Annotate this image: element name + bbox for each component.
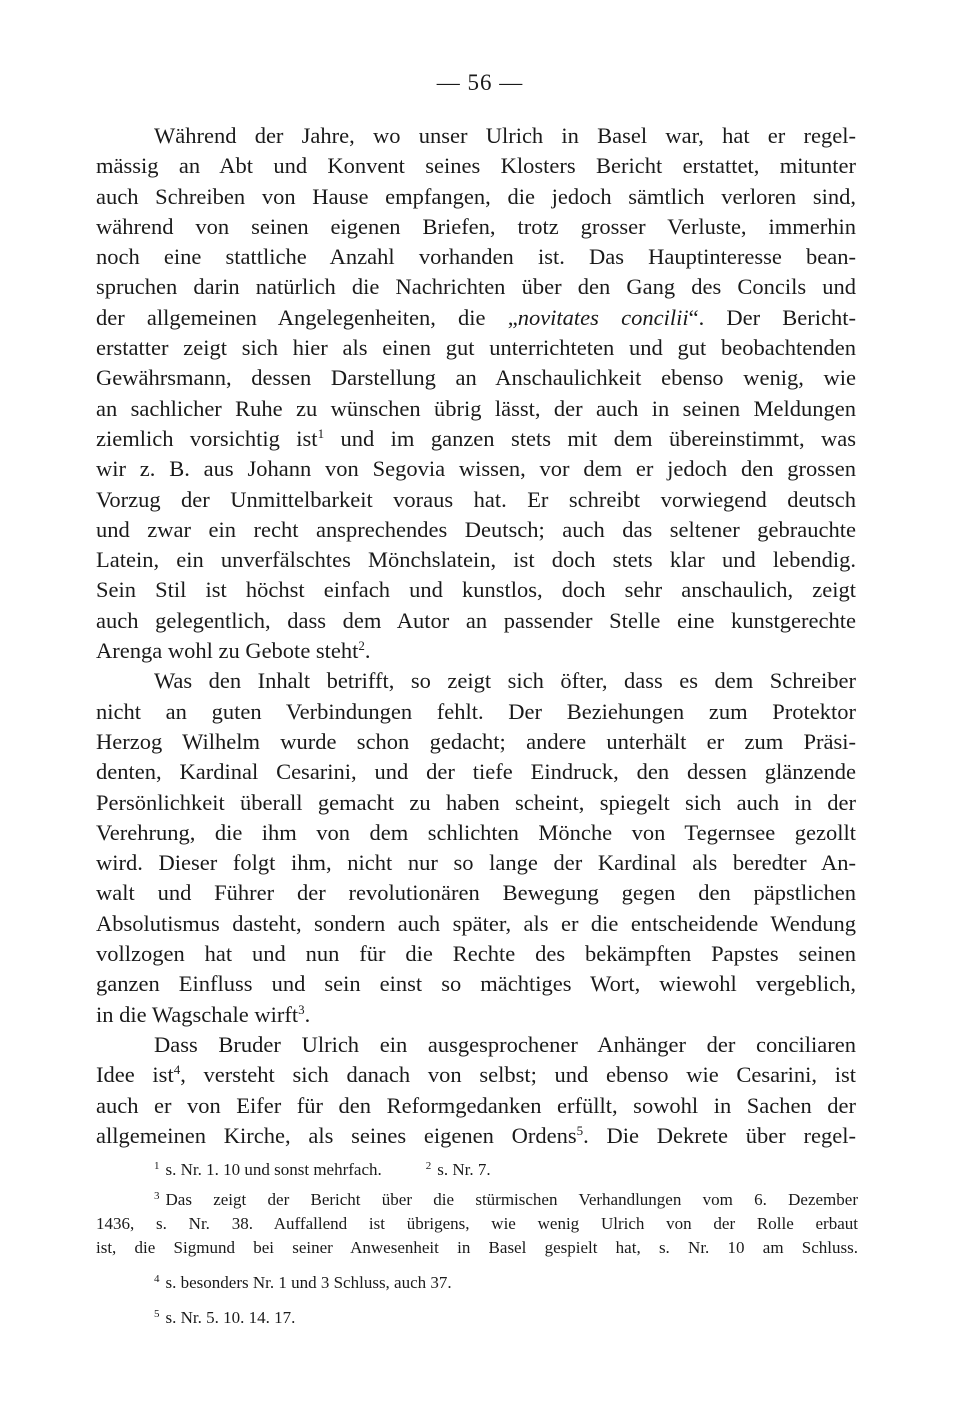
text-line: auch gelegentlich, dass dem Autor an passender Stelle eine kunstgerechte — [96, 607, 856, 633]
text-line: auch Schreiben von Hause empfangen, die jedoch sämtlich verloren sind, — [96, 183, 856, 209]
text-line: Vorzug der Unmittelbarkeit voraus hat. Er schreibt vorwiegend deutsch — [96, 486, 856, 512]
text-line — [96, 636, 856, 666]
footnote-ref[interactable]: 5 — [576, 1122, 584, 1138]
text-line: Latein, ein unverfälschtes Mönchslatein, ist doch stets klar und lebendig. — [96, 547, 856, 573]
text-line: an sachlicher Ruhe zu wünschen übrig lässt, der auch in seinen Meldungen — [96, 395, 856, 421]
text-segment: . — [364, 638, 371, 664]
text-line: Absolutismus dasteht, sondern auch später, als er die entscheidende Wendung — [96, 910, 856, 936]
text-line: Herzog Wilhelm wurde schon gedacht; andere unterhält er zum Präsi- — [96, 728, 856, 754]
text-line: ganzen Einfluss und sein einst so mächtiges Wort, wiewohl vergeblich, — [96, 971, 856, 997]
footnote-mark: 2 — [425, 1160, 432, 1172]
footnote-ref[interactable]: 1 — [317, 425, 325, 441]
text-segment: . — [304, 1001, 311, 1027]
latin-phrase: novitates concilii — [517, 304, 689, 330]
text-segment: ziemlich vorsichtig ist — [96, 425, 318, 451]
text-segment: , versteht sich danach von selbst; und ebenso wie Cesarini, ist — [180, 1062, 856, 1088]
text-line: Sein Stil ist höchst einfach und kunstlos, doch sehr anschaulich, zeigt — [96, 577, 856, 603]
text-line: wir z. B. aus Johann von Segovia wissen, vor dem er jedoch den grossen — [96, 456, 856, 482]
text-line: nicht an guten Verbindungen fehlt. Der Beziehungen zum Protektor — [96, 698, 856, 724]
footnote-mark: 1 — [154, 1160, 160, 1172]
text-segment: Arenga wohl zu Gebote steht — [96, 638, 359, 664]
footnote-ref[interactable]: 3 — [298, 1001, 305, 1017]
text-line: spruchen darin natürlich die Nachrichten über den Gang des Concils und — [96, 274, 856, 300]
text-line — [96, 424, 856, 454]
footnote-text: s. besonders Nr. 1 und 3 Schluss, auch 37. — [165, 1273, 452, 1292]
text-segment: und im ganzen stets mit dem übereinstimmt, was — [324, 425, 856, 451]
text-line: vollzogen hat und nun für die Rechte des bekämpften Papstes seinen — [96, 941, 856, 967]
footnote-line — [96, 1306, 858, 1330]
footnote-text: s. Nr. 1. 10 und sonst mehrfach. — [165, 1160, 382, 1179]
text-line: erstatter zeigt sich hier als einen gut unterrichteten und gut beobachtenden — [96, 335, 856, 361]
footnote-text: s. Nr. 7. — [437, 1160, 491, 1179]
paragraph-3 — [96, 1030, 856, 1151]
footnote-mark: 3 — [154, 1190, 160, 1202]
footnote-ref[interactable]: 2 — [358, 638, 365, 654]
footnote-mark: 4 — [154, 1273, 160, 1285]
text-line: auch er von Eifer für den Reformgedanken erfüllt, sowohl in Sachen der — [96, 1092, 856, 1118]
paragraph-2 — [96, 666, 856, 1030]
footnote-line: 1436, s. Nr. 38. Auffallend ist übrigens, wie wenig Ulrich von der Rolle erbaut — [96, 1214, 858, 1233]
text-segment: allgemeinen Kirche, als seines eigenen Ordens — [96, 1122, 577, 1148]
footnote-ref[interactable]: 4 — [173, 1062, 181, 1078]
text-line: und zwar ein recht ansprechendes Deutsch; auch das seltener gebrauchte — [96, 516, 856, 542]
footnote-line: ist, die Sigmund bei seiner Anwesenheit in Basel gespielt hat, s. Nr. 10 am Schluss. — [96, 1238, 858, 1257]
text-line: denten, Kardinal Cesarini, und der tiefe Eindruck, den dessen glänzende — [96, 759, 856, 785]
footnotes — [96, 1158, 858, 1330]
footnote-text: s. Nr. 5. 10. 14. 17. — [165, 1308, 296, 1327]
text-line: Persönlichkeit überall gemacht zu haben scheint, spiegelt sich auch in der — [96, 789, 856, 815]
paragraph-1 — [96, 121, 856, 666]
text-line: noch eine stattliche Anzahl vorhanden ist. Das Hauptinteresse bean- — [96, 244, 856, 270]
text-line: während von seinen eigenen Briefen, trotz grosser Verluste, immerhin — [96, 213, 856, 239]
body-text — [96, 121, 856, 1151]
text-line: Verehrung, die ihm von dem schlichten Mönche von Tegernsee gezollt — [96, 819, 856, 845]
text-segment: Idee ist — [96, 1062, 174, 1088]
footnote-text: Das zeigt der Bericht über die stürmischen Verhandlungen vom 6. Dezember — [165, 1190, 858, 1209]
text-line — [96, 1060, 856, 1090]
text-line: Dass Bruder Ulrich ein ausgesprochener Anhänger der conciliaren — [154, 1031, 856, 1057]
footnote-mark: 5 — [154, 1308, 160, 1320]
text-segment: . Die Dekrete über regel- — [583, 1122, 856, 1148]
text-line — [96, 1121, 856, 1151]
footnote-line — [96, 1271, 858, 1295]
text-line: Was den Inhalt betrifft, so zeigt sich öfter, dass es dem Schreiber — [154, 668, 856, 694]
text-line: Gewährsmann, dessen Darstellung an Anschaulichkeit ebenso wenig, wie — [96, 365, 856, 391]
text-segment: in die Wagschale wirft — [96, 1001, 299, 1027]
footnote-line — [96, 1188, 858, 1212]
text-segment: der allgemeinen Angelegenheiten, die „ — [96, 304, 518, 330]
page-number: — 56 — — [436, 70, 524, 95]
text-line: Während der Jahre, wo unser Ulrich in Basel war, hat er regel- — [154, 123, 856, 148]
text-line: walt und Führer der revolutionären Bewegung gegen den päpstlichen — [96, 880, 856, 906]
text-line: mässig an Abt und Konvent seines Klosters Bericht erstattet, mitunter — [96, 153, 856, 179]
text-segment: “. Der Bericht- — [688, 304, 856, 330]
text-line — [96, 303, 856, 333]
footnote-line — [96, 1158, 858, 1182]
text-line — [96, 1000, 856, 1030]
text-line: wird. Dieser folgt ihm, nicht nur so lange der Kardinal als beredter An- — [96, 850, 856, 876]
